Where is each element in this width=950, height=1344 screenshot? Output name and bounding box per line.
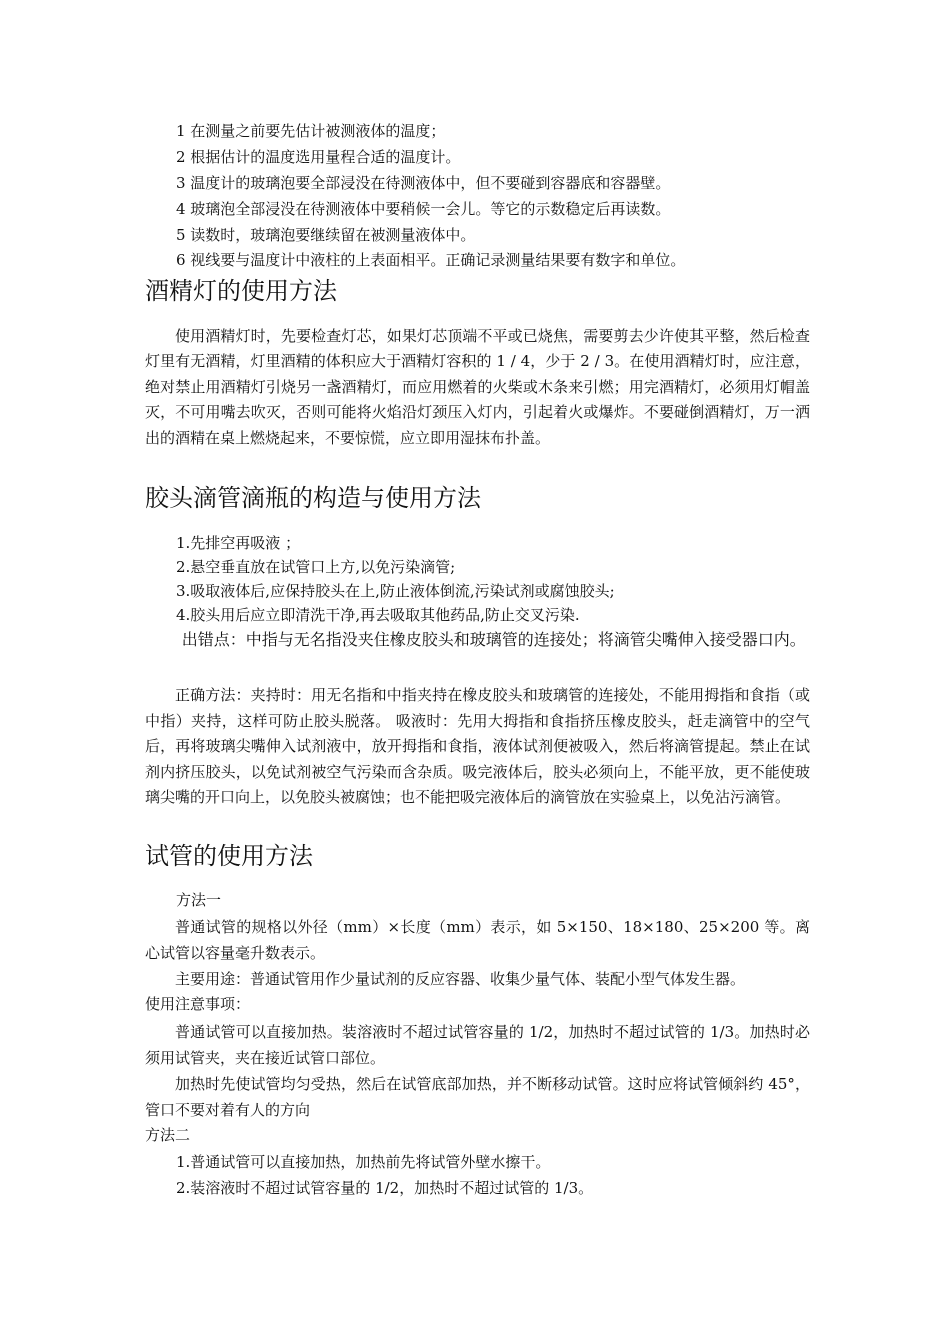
test-tube-notes-label: 使用注意事项： (145, 995, 251, 1013)
thermometer-step-5: 5 读数时，玻璃泡要继续留在被测量液体中。 (176, 226, 476, 244)
method2-label: 方法二 (145, 1126, 191, 1144)
dropper-step-1: 1.先排空再吸液 ； (176, 534, 301, 552)
dropper-step-4: 4.胶头用后应立即清洗干净,再去吸取其他药品,防止交叉污染. (176, 606, 580, 624)
dropper-correct-method: 正确方法：夹持时：用无名指和中指夹持在橡皮胶头和玻璃管的连接处，不能用拇指和食指（或中指）夹持，这样可防止胶头脱落。 吸液时：先用大拇指和食指挤压橡皮胶头，赶走滴管中的空气后，再将玻璃尖嘴伸入试剂液中，放开拇指和食指，液体试剂便被吸入，然后将滴管提起。禁止在试剂内挤压胶头，以免试剂被空气污染而含杂质。吸完液体后，胶头必须向上，不能平放，更不能使玻璃尖嘴的开口向上，以免胶头被腐蚀；也不能把吸完液体后的滴管放在实验桌上，以免沾污滴管。 (145, 686, 810, 807)
test-tube-heading: 试管的使用方法 (145, 842, 313, 870)
dropper-heading: 胶头滴管滴瓶的构造与使用方法 (145, 484, 481, 512)
test-tube-usage: 主要用途：普通试管用作少量试剂的反应容器、收集少量气体、装配小型气体发生器。 (175, 970, 746, 988)
method2-step-2: 2.装溶液时不超过试管容量的 1/2，加热时不超过试管的 1/3。 (176, 1179, 594, 1197)
dropper-step-3: 3.吸取液体后,应保持胶头在上,防止液体倒流,污染试剂或腐蚀胶头; (176, 582, 615, 600)
thermometer-step-3: 3 温度计的玻璃泡要全部浸没在待测液体中，但不要碰到容器底和容器壁。 (176, 174, 671, 192)
test-tube-spec: 普通试管的规格以外径（mm）×长度（mm）表示，如 5×150、18×180、25×200 等。离心试管以容量毫升数表示。 (145, 918, 810, 962)
test-tube-heat-2: 加热时先使试管均匀受热，然后在试管底部加热，并不断移动试管。这时应将试管倾斜约 45°，管口不要对着有人的方向 (145, 1075, 810, 1119)
test-tube-heat-1: 普通试管可以直接加热。装溶液时不超过试管容量的 1/2，加热时不超过试管的 1/3。加热时必须用试管夹，夹在接近试管口部位。 (145, 1023, 810, 1067)
thermometer-step-1: 1 在测量之前要先估计被测液体的温度； (176, 122, 446, 140)
dropper-error-note: 出错点：中指与无名指没夹住橡皮胶头和玻璃管的连接处；将滴管尖嘴伸入接受器口内。 (181, 630, 806, 649)
dropper-step-2: 2.悬空垂直放在试管口上方,以免污染滴管; (176, 558, 456, 576)
method2-step-1: 1.普通试管可以直接加热，加热前先将试管外壁水擦干。 (176, 1153, 551, 1171)
thermometer-step-6: 6 视线要与温度计中液柱的上表面相平。正确记录测量结果要有数字和单位。 (176, 251, 686, 269)
thermometer-step-4: 4 玻璃泡全部浸没在待测液体中要稍候一会儿。等它的示数稳定后再读数。 (176, 200, 671, 218)
thermometer-step-2: 2 根据估计的温度选用量程合适的温度计。 (176, 148, 461, 166)
alcohol-lamp-heading: 酒精灯的使用方法 (145, 277, 337, 305)
alcohol-lamp-paragraph: 使用酒精灯时，先要检查灯芯，如果灯芯顶端不平或已烧焦，需要剪去少许使其平整，然后检查灯里有无酒精，灯里酒精的体积应大于酒精灯容积的 1 / 4，少于 2 / 3。在使用酒精灯时，应注意，绝对禁止用酒精灯引烧另一盏酒精灯，而应用燃着的火柴或木条来引燃；用完酒精灯，必须用灯帽盖灭，不可用嘴去吹灭，否则可能将火焰沿灯颈压入灯内，引起着火或爆炸。不要碰倒酒精灯，万一洒出的酒精在桌上燃烧起来，不要惊慌，应立即用湿抹布扑盖。 (145, 327, 810, 447)
method1-label: 方法一 (176, 891, 222, 909)
